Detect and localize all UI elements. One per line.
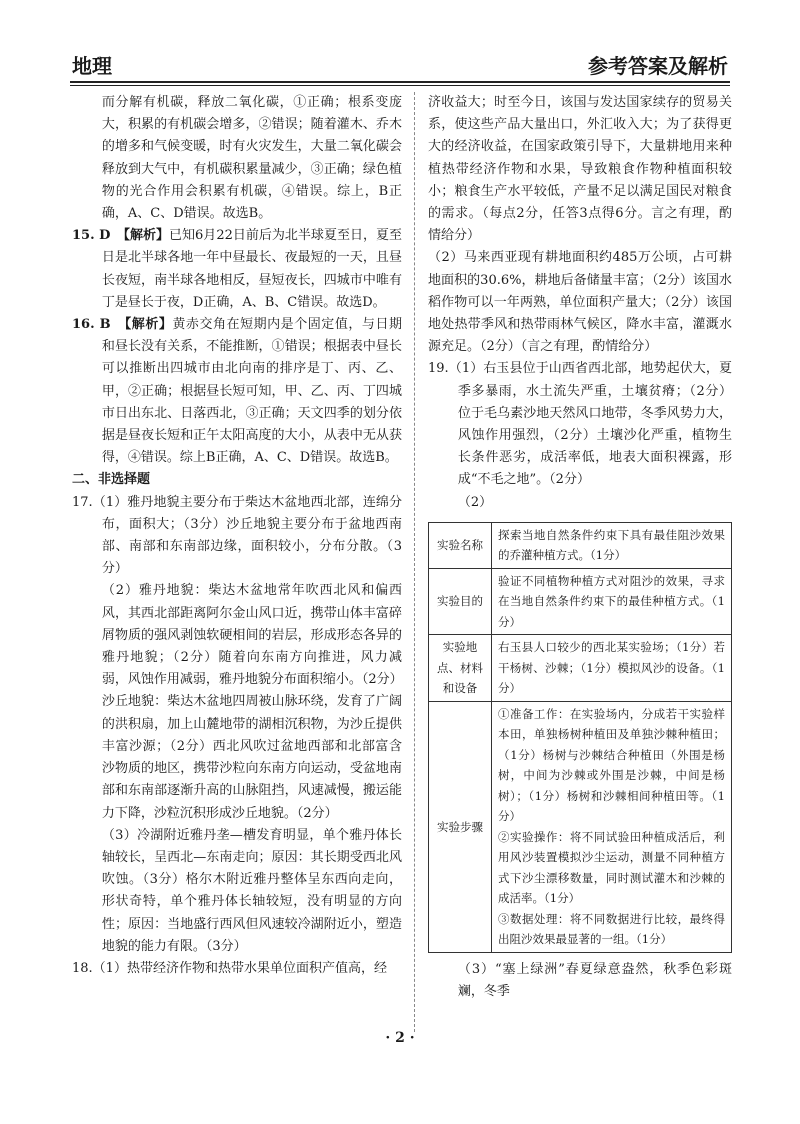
table-value-steps (492, 701, 732, 952)
q19-part3-start: （3）“塞上绿洲”春夏绿意盎然，秋季色彩斑斓，冬季 (457, 961, 732, 1000)
table-value-purpose: 验证不同植物种植方式对阻沙的效果，寻求在当地自然条件约束下的最佳种植方式。（1分） (492, 568, 732, 635)
table-row (429, 522, 732, 568)
q18-part1-start: 18.（1）热带经济作物和热带水果单位面积产值高，经 (72, 960, 387, 976)
table-key-site: 实验地点、材料和设备 (429, 635, 492, 702)
q19-part1: 19.（1）右玉县位于山西省西北部，地势起伏大，夏季多暴雨，水土流失严重，土壤贫瘠；（2分）位于毛乌素沙地天然风口地带，冬季风势力大，风蚀作用强烈，（2分）土壤沙化严重，植物生长条件恶劣，成活率低，地表大面积裸露，形成“不毛之地”。（2分） (428, 361, 732, 488)
table-key-purpose: 实验目的 (429, 568, 492, 635)
header-title: 参考答案及解析 (588, 54, 728, 78)
q18-part1-continuation: 济收益大；时至今日，该国与发达国家续存的贸易关系，使这些产品大量出口，外汇收入大；为了获得更大的经济收益，在国家政策引导下，大量耕地用来种植热带经济作物和水果，导致粮食作物种植面积较小；粮食生产水平较低，产量不足以满足国民对粮食的需求。（每点2分，任答3点得6分。言之有理，酌情给分） (428, 95, 732, 244)
q19-part2-label: （2） (457, 494, 493, 510)
table-value-site: 右玉县人口较少的西北某实验场；（1分）若干杨树、沙棘；（1分）模拟风沙的设备。（1分） (492, 635, 732, 702)
header-subject: 地理 (72, 54, 112, 78)
table-row (429, 701, 732, 952)
table-row (429, 635, 732, 702)
step-data-processing: ③数据处理：将不同数据进行比较，最终得出阻沙效果最显著的一组。（1分） (498, 911, 725, 947)
q16-answer (72, 314, 402, 469)
section-heading: 二、非选择题 (72, 472, 151, 488)
step-operation: ②实验操作：将不同试验田种植成活后，利用风沙装置模拟沙尘运动，测量不同种植方式下沙尘漂移数量，同时测试灌木和沙棘的成活率。（1分） (498, 829, 725, 906)
column-divider (414, 92, 415, 1032)
page-number: · 2 · (385, 1030, 415, 1046)
q17-part2-dune: 沙丘地貌：柴达木盆地四周被山脉环绕，发育了广阔的洪积扇，加上山麓地带的湖相沉积物，为沙丘提供丰富沙源；（2分）西北风吹过盆地西部和北部富含沙物质的地区，携带沙粒向东南方向运动，受盆地南部和东南部逐渐升高的山脉阻挡，风速减慢，搬运能力下降，沙粒沉积形成沙丘地貌。（2分） (101, 694, 402, 821)
left-column (72, 92, 402, 980)
q14-continuation: 而分解有机碳，释放二氧化碳，①正确；根系变庞大，积累的有机碳会增多，②错误；随着灌木、乔木的增多和气候变暖，时有火灾发生，大量二氧化碳会释放到大气中，有机碳积累量减少，③正确；绿色植物的光合作用会积累有机碳，④错误。综上，B正确，A、C、D错误。故选B。 (101, 95, 402, 222)
step-preparation: ①准备工作：在实验场内，分成若干实验样本田，单独杨树种植田及单独沙棘种植田；（1分）杨树与沙棘结合种植田（外围是杨树，中间为沙棘或外围是沙棘，中间是杨树）；（1分）杨树和沙棘相间种植田等。（1分） (498, 706, 725, 824)
header-rule-thin (70, 85, 730, 86)
right-column (428, 92, 732, 1003)
q16-label: 16. B 【解析】 (72, 317, 173, 333)
table-key-steps: 实验步骤 (429, 701, 492, 952)
q18-part2: （2）马来西亚现有耕地面积约485万公顷，占可耕地面积的30.6%，耕地后备储量丰富；（2分）该国水稻作物可以一年两熟，单位面积产量大；（2分）该国地处热带季风和热带雨林气候区，降水丰富，灌溉水源充足。（2分）（言之有理，酌情给分） (428, 250, 732, 355)
q15-explanation: 已知6月22日前后为北半球夏至日，夏至日是北半球各地一年中昼最长、夜最短的一天，且昼长夜短，南半球各地相反，昼短夜长，四城市中唯有丁是昼长于夜，D正确，A、B、C错误。故选D。 (101, 228, 402, 310)
q17-part3: （3）冷湖附近雅丹垄—槽发育明显，单个雅丹体长轴较长，呈西北—东南走向；原因：其长期受西北风吹蚀。（3分）格尔木附近雅丹整体呈东西向走向，形状奇特，单个雅丹体长轴较短，没有明显的方向性；原因：当地盛行西风但风速较冷湖附近小，塑造地貌的能力有限。（3分） (101, 827, 402, 954)
table-key-name: 实验名称 (429, 522, 492, 568)
table-row (429, 568, 732, 635)
q15-label: 15. D 【解析】 (72, 228, 169, 244)
q17-part2-yardang: （2）雅丹地貌：柴达木盆地常年吹西北风和偏西风，其西北部距离阿尔金山风口近，携带山体丰富碎屑物质的强风剥蚀软硬相间的岩层，形成形态各异的雅丹地貌；（2分）随着向东南方向推进，风力减弱，风蚀作用减弱，雅丹地貌分布面积缩小。（2分） (101, 583, 403, 688)
q15-answer (72, 225, 402, 314)
q17-part1: 17.（1）雅丹地貌主要分布于柴达木盆地西北部，连绵分布，面积大；（3分）沙丘地貌主要分布于盆地西南部、南部和东南部边缘，面积较小，分布分散。（3分） (72, 494, 402, 577)
q16-explanation: 黄赤交角在短期内是个固定值，与日期和昼长没有关系，不能推断，①错误；根据表中昼长可以推断出四城市由北向南的排序是丁、丙、乙、甲，②正确；根据昼长短可知，甲、乙、丙、丁四城市日出东北、日落西北，③正确；天文四季的划分依据是昼夜长短和正午太阳高度的大小，从表中无从获得，④错误。综上B正确，A、C、D错误。故选B。 (101, 317, 402, 466)
experiment-table (428, 522, 732, 953)
table-value-name: 探索当地自然条件约束下具有最佳阻沙效果的乔灌种植方式。（1分） (492, 522, 732, 568)
header-rule (70, 81, 730, 83)
